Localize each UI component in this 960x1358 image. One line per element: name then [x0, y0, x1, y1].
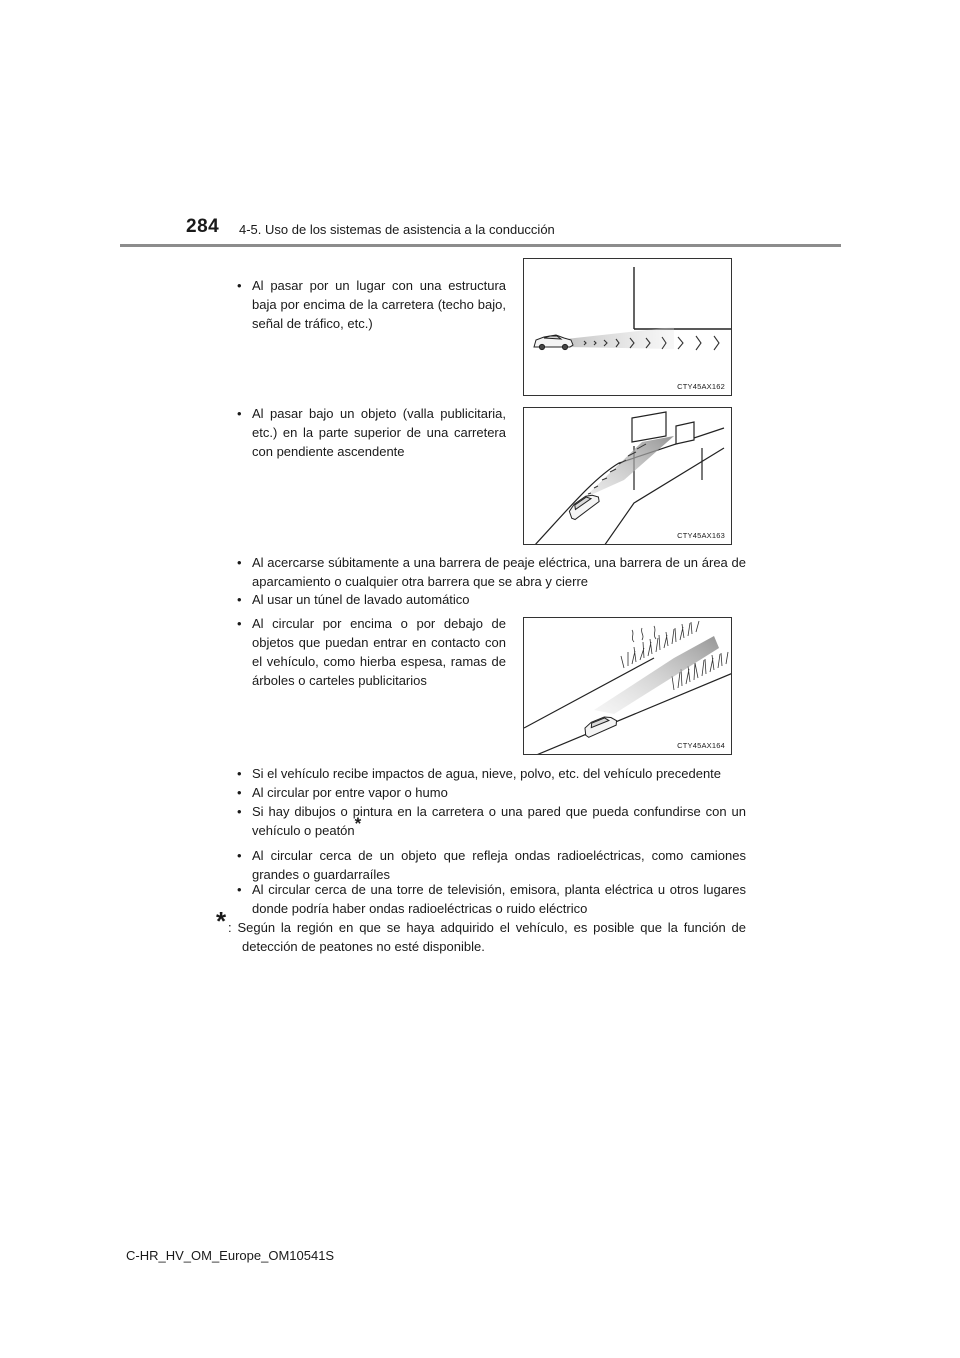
bullet-car-wash: • Al usar un túnel de lavado automático — [234, 590, 746, 609]
bullet-road-drawings-text: Si hay dibujos o pintura en la carretera o una pared que pueda confundirse con un vehículo o peatón — [252, 804, 746, 838]
figure-low-structure — [523, 258, 732, 396]
footnote-ref-star: * — [354, 814, 362, 833]
footnote-text: : Según la región en que se haya adquirido el vehículo, es posible que la función de detección de peatones no esté disponible. — [228, 920, 746, 954]
footer-doc-id: C-HR_HV_OM_Europe_OM10541S — [126, 1248, 335, 1263]
bullet-steam-smoke: • Al circular por entre vapor o humo — [234, 783, 746, 802]
footnote-star: * — [216, 906, 227, 936]
bullet-low-structure: • Al pasar por un lugar con una estructura baja por encima de la carretera (techo bajo, señal de tráfico, etc.) — [234, 276, 506, 333]
figure-code: CTY45AX163 — [677, 531, 725, 540]
page-number: 284 — [186, 216, 220, 237]
bullet-reflective-object: • Al circular cerca de un objeto que refleja ondas radioeléctricas, como camiones grandes o guardarraíles — [234, 846, 746, 884]
bullet-dense-grass: • Al circular por encima o por debajo de objetos que puedan entrar en contacto con el vehículo, como hierba espesa, ramas de árboles o carteles publicitarios — [234, 614, 506, 690]
bullet-uphill-billboard: • Al pasar bajo un objeto (valla publicitaria, etc.) en la parte superior de una carretera con pendiente ascendente — [234, 404, 506, 461]
illustration-uphill-billboard — [524, 408, 732, 545]
bullet-tv-tower: • Al circular cerca de una torre de televisión, emisora, planta eléctrica u otros lugares donde podría haber ondas radioeléctricas o ruido eléctrico — [234, 880, 746, 918]
figure-uphill-billboard — [523, 407, 732, 545]
bullet-toll-barrier: • Al acercarse súbitamente a una barrera de peaje eléctrica, una barrera de un área de aparcamiento o cualquier otra barrera que se abra y cierre — [234, 553, 746, 591]
figure-dense-grass — [523, 617, 732, 755]
bullet-road-drawings — [234, 802, 746, 840]
illustration-low-structure — [524, 259, 732, 396]
header-rule — [120, 244, 841, 247]
figure-code: CTY45AX162 — [677, 382, 725, 391]
section-title: 4-5. Uso de los sistemas de asistencia a la conducción — [239, 222, 555, 237]
figure-code: CTY45AX164 — [677, 741, 725, 750]
footnote — [216, 906, 746, 956]
illustration-dense-grass — [524, 618, 732, 755]
bullet-water-snow: • Si el vehículo recibe impactos de agua, nieve, polvo, etc. del vehículo precedente — [234, 764, 746, 783]
